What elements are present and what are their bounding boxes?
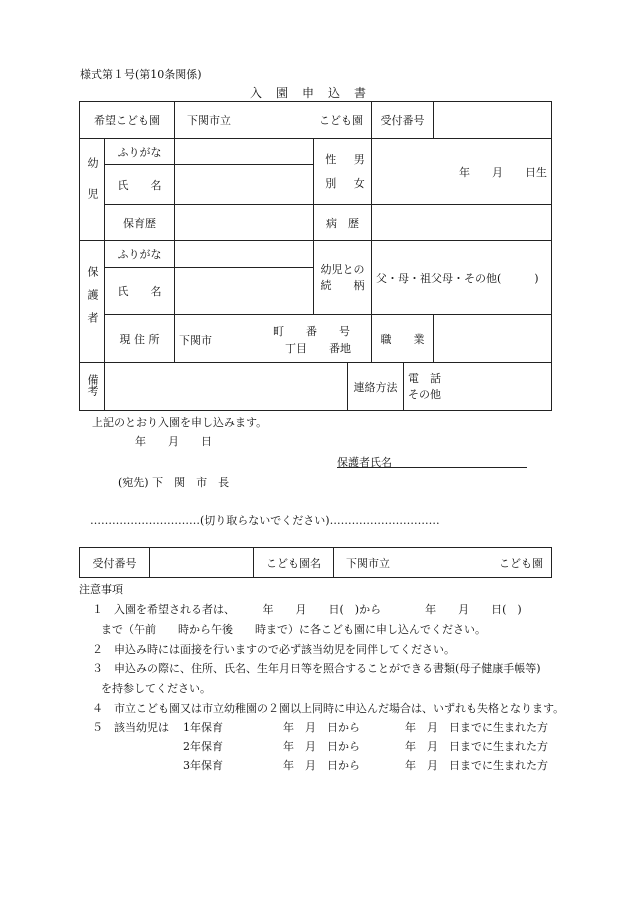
sex-female: 女	[353, 176, 365, 190]
stub-uketsuke-field[interactable]	[150, 548, 254, 578]
note-5-from-3: 年 月 日から	[283, 759, 360, 772]
note-5-num: ５	[92, 721, 103, 734]
job-field[interactable]	[434, 315, 552, 363]
kibou-field[interactable]	[175, 102, 372, 139]
note-5-label: 該当幼児は	[114, 721, 169, 734]
child-furigana-label: ふりがな	[105, 139, 175, 165]
stub-uketsuke-label: 受付番号	[80, 548, 150, 578]
application-table	[79, 101, 552, 411]
note-4-num: ４	[92, 702, 103, 715]
stub-kodomoen-field[interactable]	[334, 548, 552, 578]
addressee: (宛先) 下 関 市 長	[118, 476, 230, 489]
kibou-city: 下関市立	[187, 114, 231, 127]
birthdate-field[interactable]: 年 月 日生	[372, 139, 552, 205]
receipt-stub	[79, 547, 552, 578]
note-5-to-3: 年 月 日までに生まれた方	[405, 759, 548, 772]
guardian-furigana-field[interactable]	[175, 241, 314, 268]
relation-label: 幼児との 続 柄	[314, 241, 372, 315]
child-name-label: 氏 名	[105, 165, 175, 205]
uketsuke-field[interactable]	[434, 102, 552, 139]
guardian-signature-label: 保護者氏名	[337, 456, 392, 469]
address-label: 現 住 所	[105, 315, 175, 363]
note-5-from-1: 年 月 日から	[283, 721, 360, 734]
byoreki-field[interactable]	[372, 205, 552, 241]
stub-city: 下関市立	[346, 556, 390, 570]
note-1-num: １	[92, 603, 103, 616]
note-5-to-1: 年 月 日までに生まれた方	[405, 721, 548, 734]
note-1-line2: まで（午前 時から午後 時まで）に各こども園に申し込んでください。	[101, 623, 486, 636]
relation-field[interactable]: 父・母・祖父母・その他( )	[372, 241, 552, 315]
note-3-line1: 申込みの際に、住所、氏名、生年月日等を照合することができる書類(母子健康手帳等)	[114, 662, 541, 675]
kibou-label: 希望こども園	[80, 102, 175, 139]
address-line2: 丁目 番地	[285, 342, 351, 355]
child-group-label: 幼児	[80, 139, 105, 241]
address-line1: 町 番 号	[273, 325, 350, 338]
hoikureki-field[interactable]	[175, 205, 314, 241]
byoreki-label: 病 歴	[314, 205, 372, 241]
note-5-to-2: 年 月 日までに生まれた方	[405, 740, 548, 753]
note-1-line1: 入園を希望される者は、 年 月 日( )から 年 月 日( )	[114, 603, 522, 616]
guardian-furigana-label: ふりがな	[105, 241, 175, 268]
note-5-grade-1: 1年保育	[183, 721, 223, 734]
guardian-signature-line[interactable]	[337, 467, 527, 468]
address-field[interactable]	[175, 315, 372, 363]
apply-date: 年 月 日	[135, 435, 212, 448]
child-name-field[interactable]	[175, 165, 314, 205]
note-4-line1: 市立こども園又は市立幼稚園の２園以上同時に申込んだ場合は、いずれも失格となります。	[114, 702, 565, 715]
note-3-num: ３	[92, 662, 103, 675]
form-number: 様式第１号(第10条関係)	[80, 68, 202, 81]
uketsuke-label: 受付番号	[372, 102, 434, 139]
kibou-suffix: こども園	[319, 114, 364, 127]
sex-male: 男	[353, 152, 365, 166]
hoikureki-label: 保育歴	[105, 205, 175, 241]
note-3-line2: を持参してください。	[101, 682, 211, 695]
contact-label: 連絡方法	[348, 363, 404, 411]
address-city: 下関市	[179, 334, 212, 347]
job-label: 職 業	[372, 315, 434, 363]
note-5-grade-3: 3年保育	[183, 759, 223, 772]
form-title: 入 園 申 込 書	[250, 86, 368, 100]
notes-title: 注意事項	[79, 583, 123, 596]
stub-suffix: こども園	[499, 556, 543, 570]
note-5-grade-2: 2年保育	[183, 740, 223, 753]
sex-options[interactable]	[348, 139, 372, 205]
sex-label: 性 別	[314, 139, 348, 205]
remarks-field[interactable]	[105, 363, 348, 411]
guardian-group-label: 保護者	[80, 241, 105, 363]
guardian-name-field[interactable]	[175, 268, 314, 315]
note-5-from-2: 年 月 日から	[283, 740, 360, 753]
cut-line: …………………………(切り取らないでください)…………………………	[90, 514, 440, 527]
note-2-line1: 申込み時には面接を行いますので必ず該当幼児を同伴してください。	[114, 643, 455, 656]
contact-field[interactable]: 電 話 その他	[404, 363, 552, 411]
apply-text: 上記のとおり入園を申し込みます。	[92, 416, 268, 429]
stub-kodomoen-label: こども園名	[254, 548, 334, 578]
remarks-label: 備考	[80, 363, 105, 411]
guardian-name-label: 氏 名	[105, 268, 175, 315]
note-2-num: ２	[92, 643, 103, 656]
child-furigana-field[interactable]	[175, 139, 314, 165]
